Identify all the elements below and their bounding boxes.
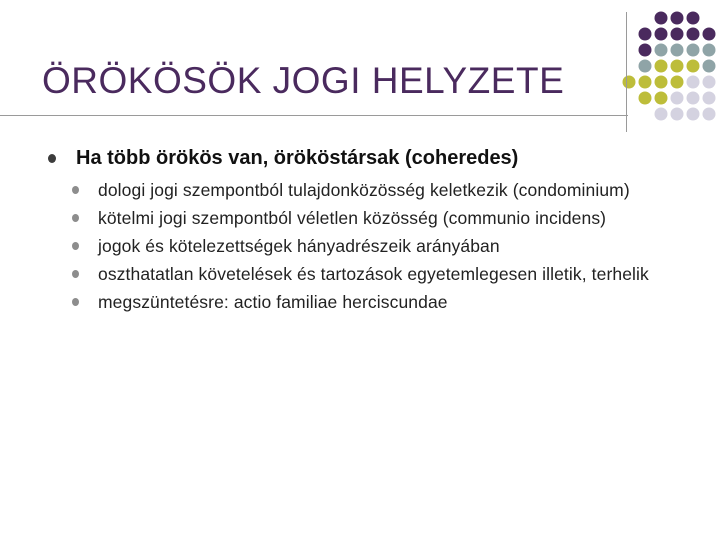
bullet-icon [72, 270, 79, 278]
decorative-dot [671, 12, 684, 25]
decorative-dot [655, 28, 668, 41]
decorative-dot [703, 44, 716, 57]
decorative-dot [639, 44, 652, 57]
slide-title: ÖRÖKÖSÖK JOGI HELYZETE [42, 60, 565, 101]
bullet-icon [72, 242, 79, 250]
list-item [72, 235, 652, 257]
decorative-dot [687, 108, 700, 121]
decorative-dot [687, 92, 700, 105]
decorative-dot [639, 92, 652, 105]
list-item-text: oszthatatlan követelések és tartozások egyetemlegesen illetik, terhelik [98, 264, 649, 284]
decorative-dot [671, 92, 684, 105]
vertical-divider [626, 12, 627, 132]
main-bullet [48, 146, 518, 170]
list-item [72, 291, 652, 313]
bullet-icon [48, 154, 56, 163]
decorative-dot [687, 44, 700, 57]
decorative-dot [703, 60, 716, 73]
decorative-dot [703, 76, 716, 89]
main-bullet-text: Ha több örökös van, örököstársak (coheredes) [76, 147, 519, 169]
decorative-dot [655, 108, 668, 121]
decorative-dot [687, 28, 700, 41]
decorative-dot [655, 60, 668, 73]
decorative-dot [655, 92, 668, 105]
sub-bullet-list [72, 179, 652, 319]
list-item-text: jogok és kötelezettségek hányadrészeik arányában [98, 236, 500, 256]
bullet-icon [72, 214, 79, 222]
decorative-dot [703, 28, 716, 41]
decorative-dot [687, 12, 700, 25]
decorative-dot [655, 44, 668, 57]
decorative-dot [687, 60, 700, 73]
bullet-icon [72, 298, 79, 306]
decorative-dot [703, 108, 716, 121]
decorative-dot [623, 76, 636, 89]
decorative-dot [639, 76, 652, 89]
bullet-icon [72, 186, 79, 194]
list-item [72, 207, 652, 229]
decorative-dot [639, 28, 652, 41]
decorative-dot [639, 60, 652, 73]
decorative-dot [687, 76, 700, 89]
list-item-text: kötelmi jogi szempontból véletlen közösség (communio incidens) [98, 208, 607, 228]
list-item-text: megszüntetésre: actio familiae herciscundae [98, 292, 448, 312]
decorative-dot [671, 76, 684, 89]
list-item-text: dologi jogi szempontból tulajdonközösség keletkezik (condominium) [98, 180, 630, 200]
decorative-dot [671, 60, 684, 73]
decorative-dot [671, 44, 684, 57]
decorative-dot [655, 76, 668, 89]
decorative-dot [671, 108, 684, 121]
decorative-dot [655, 12, 668, 25]
list-item [72, 263, 652, 285]
decorative-dot [671, 28, 684, 41]
decorative-dot [703, 92, 716, 105]
title-underline [0, 115, 628, 116]
list-item [72, 179, 652, 201]
